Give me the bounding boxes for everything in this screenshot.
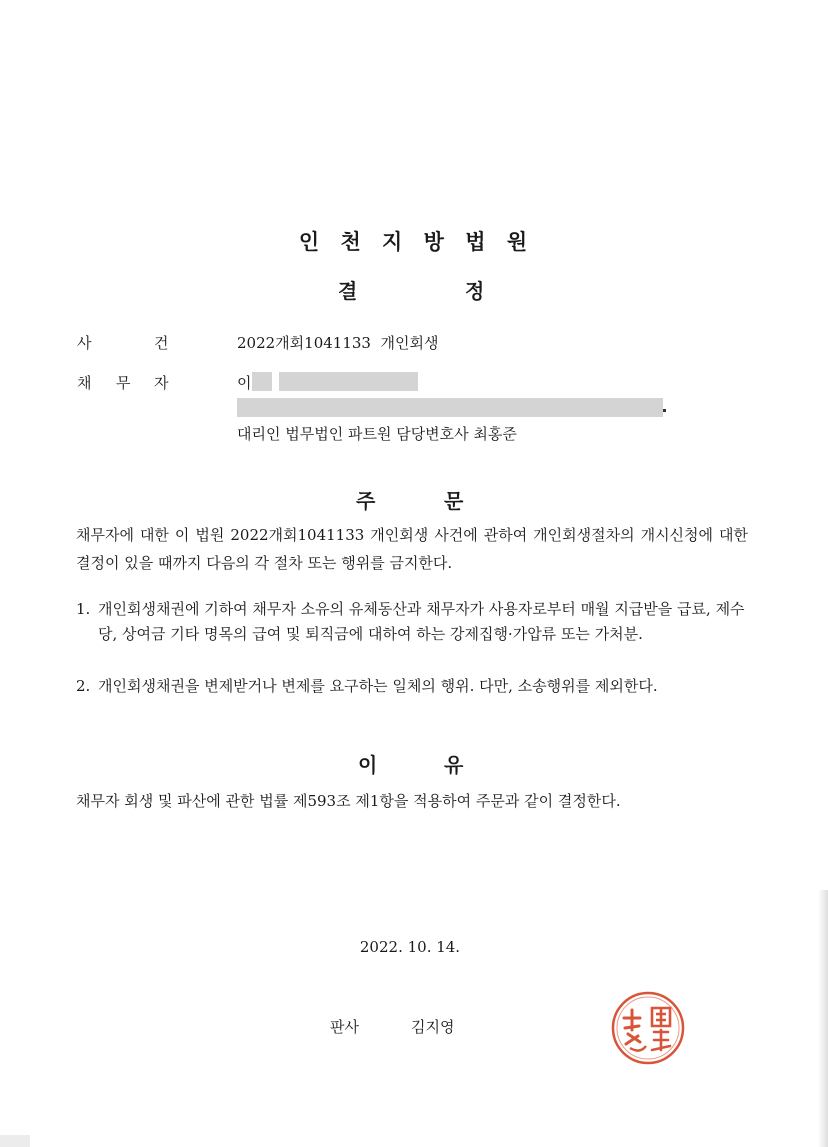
decision-date: 2022. 10. 14. (359, 938, 461, 956)
reason-heading-left: 이 (358, 753, 378, 777)
order-item-text: 개인회생채권에 기하여 채무자 소유의 유체동산과 채무자가 사용자로부터 매월 지급받을 급료, 제수당, 상여금 기타 명목의 급여 및 퇴직금에 대하여 하는 강제집행·가압류 또는 가처분. (98, 600, 745, 643)
address-period (663, 409, 666, 412)
order-heading-right: 문 (444, 489, 464, 513)
debtor-label-2: 무 (116, 374, 131, 392)
judge-name: 김지영 (411, 1018, 455, 1036)
debtor-agent: 대리인 법무법인 파트원 담당변호사 최홍준 (237, 425, 517, 443)
case-number: 2022개회1041133 개인회생 (237, 334, 439, 352)
scan-corner-shadow (0, 1135, 30, 1147)
debtor-label-1: 채 (77, 374, 92, 392)
reason-text: 채무자 회생 및 파산에 관한 법률 제593조 제1항을 적용하여 주문과 같이 결정한다. (76, 792, 621, 810)
court-name: 인 천 지 방 법 원 (298, 230, 530, 254)
scan-edge-shadow (818, 890, 828, 1147)
redaction-address (237, 398, 663, 417)
order-heading-left: 주 (356, 489, 376, 513)
order-item (76, 674, 748, 699)
order-item-text: 개인회생채권을 변제받거나 변제를 요구하는 일체의 행위. 다만, 소송행위를 제외한다. (98, 677, 658, 695)
doc-type-right: 정 (465, 279, 485, 303)
judge-title: 판사 (330, 1018, 359, 1036)
debtor-name-initial: 이 (237, 374, 252, 392)
seal-icon (610, 990, 686, 1066)
case-label-right: 건 (154, 334, 169, 352)
redaction-id (279, 372, 418, 391)
judge-seal (610, 990, 686, 1066)
order-item-number: 1. (76, 600, 91, 618)
debtor-label-3: 자 (154, 374, 169, 392)
doc-type-left: 결 (338, 279, 358, 303)
order-intro: 채무자에 대한 이 법원 2022개회1041133 개인회생 사건에 관하여 개인회생절차의 개시신청에 대한 결정이 있을 때까지 다음의 각 절차 또는 행위를 금지한다. (76, 526, 748, 572)
reason-heading-right: 유 (444, 753, 464, 777)
order-item-number: 2. (76, 677, 91, 695)
redaction-name (252, 372, 272, 391)
order-item (76, 597, 748, 647)
case-label-left: 사 (77, 334, 92, 352)
